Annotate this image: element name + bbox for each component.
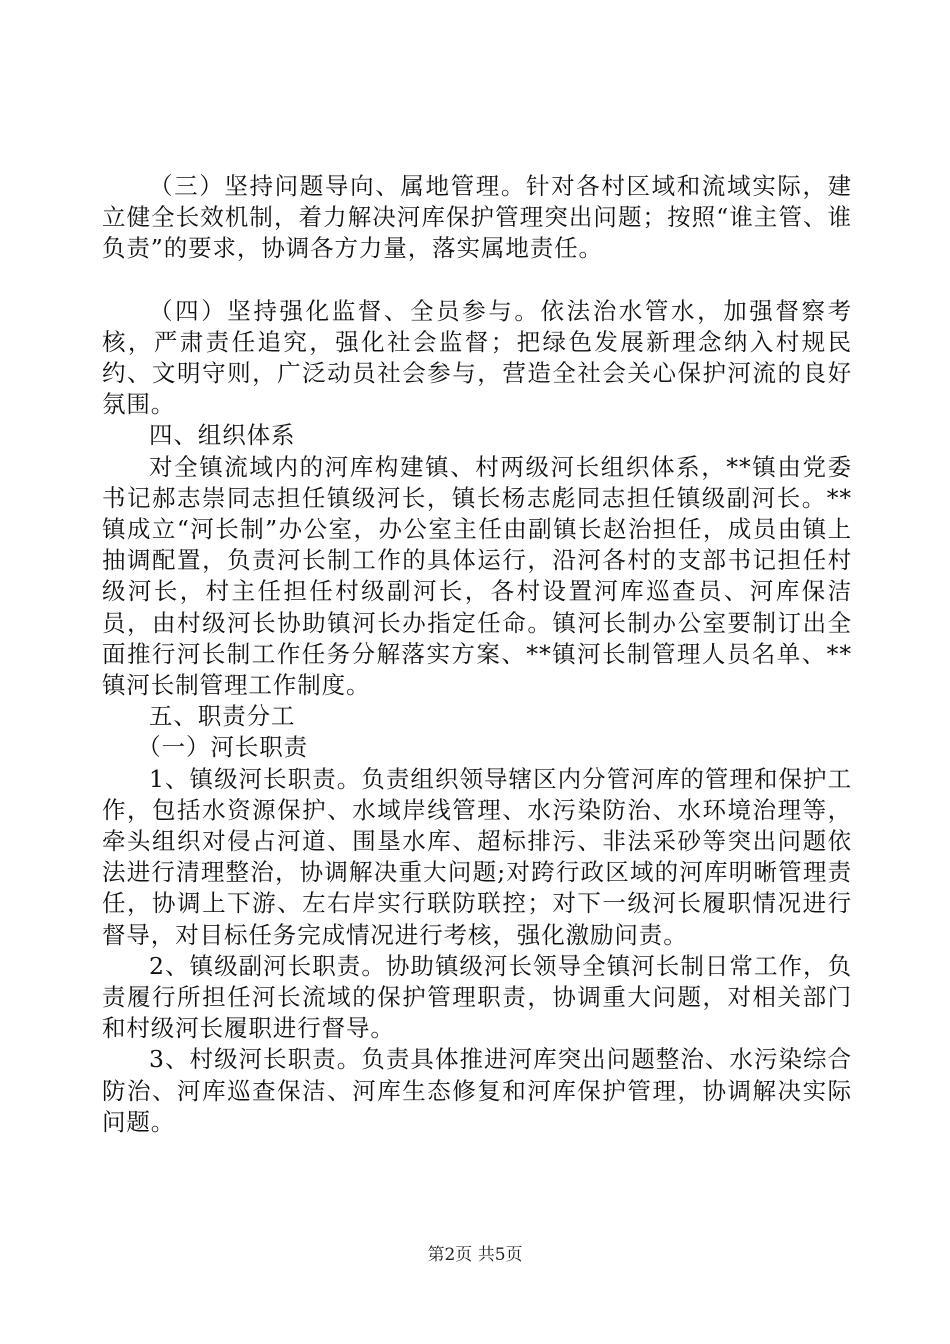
page-number-footer: 第2页 共5页	[427, 1245, 523, 1265]
paragraph-deputy-chief-duties: 2、镇级副河长职责。协助镇级河长领导全镇河长制日常工作，负责履行所担任河长流域的保护管理职责，协调重大问题，对相关部门和村级河长履职进行督导。	[102, 951, 852, 1043]
paragraph-principle-four: （四）坚持强化监督、全员参与。依法治水管水，加强督察考核，严肃责任追究，强化社会监督；把绿色发展新理念纳入村规民约、文明守则，广泛动员社会参与，营造全社会关心保护河流的良好氛围。	[102, 296, 852, 419]
paragraph-village-chief-duties: 3、村级河长职责。负责具体推进河库突出问题整治、水污染综合防治、河库巡查保洁、河库生态修复和河库保护管理，协调解决实际问题。	[102, 1045, 852, 1136]
subheading-river-chief-duties: （一）河长职责	[137, 733, 309, 762]
section-heading-responsibilities: 五、职责分工	[149, 702, 296, 731]
paragraph-principle-three: （三）坚持问题导向、属地管理。针对各村区域和流域实际，建立健全长效机制，着力解决河库保护管理突出问题；按照“谁主管、谁负责”的要求，协调各方力量，落实属地责任。	[102, 172, 852, 263]
document-body	[102, 171, 852, 1138]
paragraph-organization-system: 对全镇流域内的河库构建镇、村两级河长组织体系，**镇由党委书记郝志崇同志担任镇级河长，镇长杨志彪同志担任镇级副河长。**镇成立“河长制”办公室，办公室主任由副镇长赵治担任，成员由镇上抽调配置，负责河长制工作的具体运行，沿河各村的支部书记担任村级河长，村主任担任村级副河长，各村设置河库巡查员、河库保洁员，由村级河长协助镇河长办指定任命。镇河长制办公室要制订出全面推行河长制工作任务分解落实方案、**镇河长制管理人员名单、**镇河长制管理工作制度。	[102, 452, 852, 700]
paragraph-town-chief-duties: 1、镇级河长职责。负责组织领导辖区内分管河库的管理和保护工作，包括水资源保护、水域岸线管理、水污染防治、水环境治理等，牵头组织对侵占河道、围垦水库、超标排污、非法采砂等突出问题依法进行清理整治，协调解决重大问题;对跨行政区域的河库明晰管理责任，协调上下游、左右岸实行联防联控；对下一级河长履职情况进行督导，对目标任务完成情况进行考核，强化激励问责。	[102, 764, 852, 949]
section-heading-organization: 四、组织体系	[149, 421, 296, 450]
